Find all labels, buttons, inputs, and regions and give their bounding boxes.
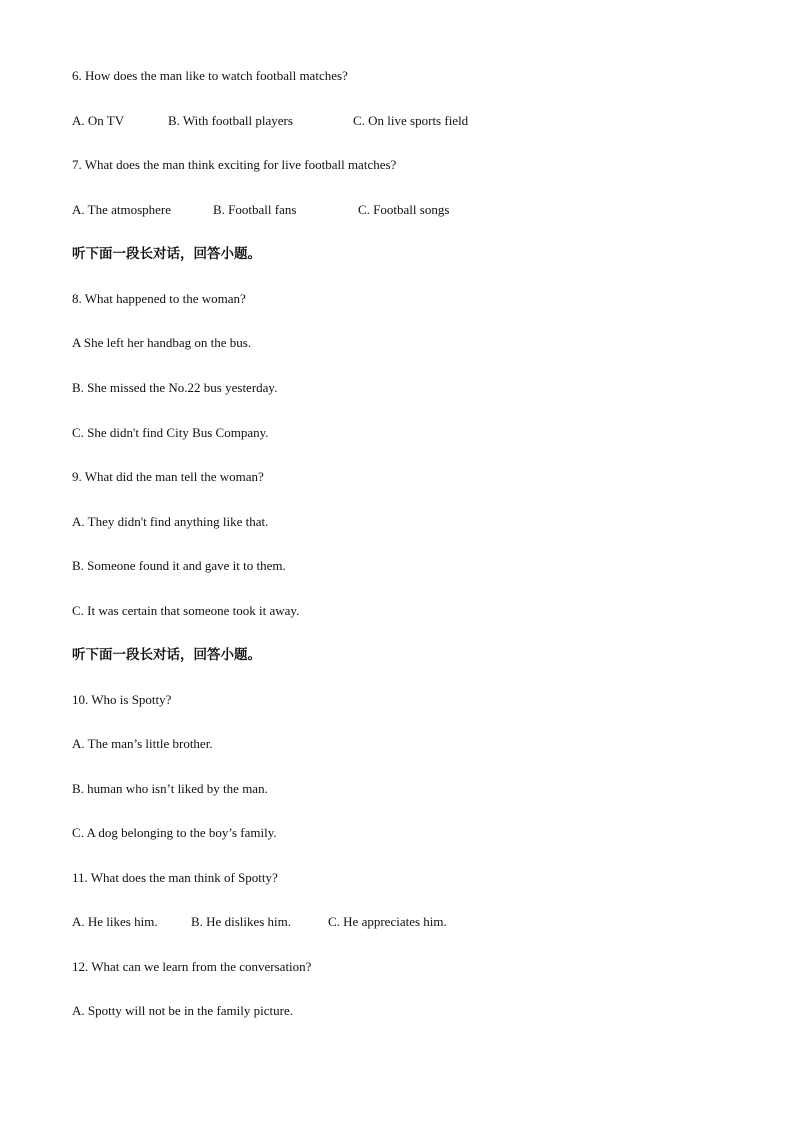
- question-11: 11. What does the man think of Spotty?: [72, 870, 278, 885]
- q6-option-c: C. On live sports field: [353, 113, 469, 128]
- q11-option-c: C. He appreciates him.: [328, 914, 447, 929]
- section-heading: 听下面一段长对话，回答小题。: [72, 246, 261, 262]
- question-7: 7. What does the man think exciting for live football matches?: [72, 157, 397, 172]
- q6-option-a: A. On TV: [72, 113, 125, 128]
- q9-option-a: A. They didn't find anything like that.: [72, 514, 269, 529]
- section-heading: 听下面一段长对话，回答小题。: [72, 647, 261, 663]
- q11-option-a: A. He likes him.: [72, 914, 158, 929]
- q7-option-a: A. The atmosphere: [72, 202, 172, 217]
- q12-option-a: A. Spotty will not be in the family picture.: [72, 1003, 293, 1018]
- q9-option-b: B. Someone found it and gave it to them.: [72, 558, 286, 573]
- q7-option-b: B. Football fans: [213, 202, 297, 217]
- q8-option-c: C. She didn't find City Bus Company.: [72, 425, 269, 440]
- q10-option-a: A. The man’s little brother.: [72, 736, 213, 751]
- question-9: 9. What did the man tell the woman?: [72, 469, 264, 484]
- question-10: 10. Who is Spotty?: [72, 692, 172, 707]
- question-8: 8. What happened to the woman?: [72, 291, 246, 306]
- question-6: 6. How does the man like to watch football matches?: [72, 68, 348, 83]
- q10-option-c: C. A dog belonging to the boy’s family.: [72, 825, 277, 840]
- q6-option-b: B. With football players: [168, 113, 293, 128]
- question-12: 12. What can we learn from the conversation?: [72, 959, 312, 974]
- q11-option-b: B. He dislikes him.: [191, 914, 292, 929]
- q7-option-c: C. Football songs: [358, 202, 450, 217]
- q10-option-b: B. human who isn’t liked by the man.: [72, 781, 268, 796]
- q8-option-a: A She left her handbag on the bus.: [72, 335, 252, 350]
- q8-option-b: B. She missed the No.22 bus yesterday.: [72, 380, 278, 395]
- q9-option-c: C. It was certain that someone took it away.: [72, 603, 300, 618]
